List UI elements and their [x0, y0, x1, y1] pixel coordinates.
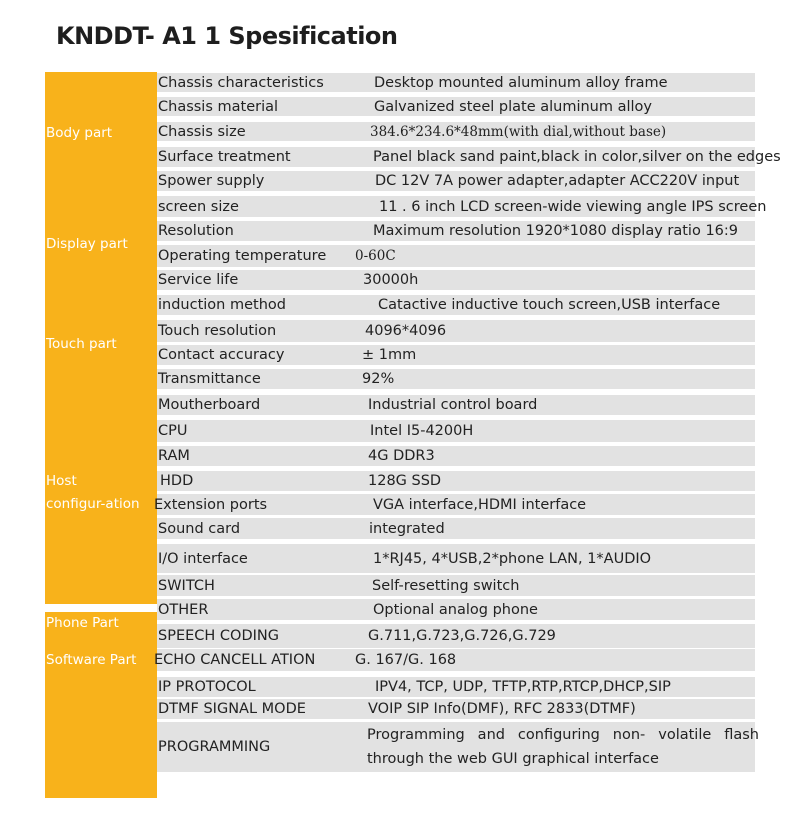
spec-value: 30000h	[363, 272, 419, 288]
spec-row	[157, 395, 755, 415]
spec-label: CPU	[158, 423, 188, 439]
spec-label: SWITCH	[158, 577, 215, 594]
spec-row	[157, 677, 755, 697]
spec-value: Catactive inductive touch screen,USB interface	[378, 297, 721, 313]
spec-value: 1*RJ45, 4*USB,2*phone LAN, 1*AUDIO	[373, 550, 652, 567]
spec-row	[157, 147, 781, 167]
category-label: Touch part	[46, 336, 117, 352]
spec-value: G. 167/G. 168	[355, 652, 457, 668]
spec-row	[157, 221, 755, 241]
category-label: Software Part	[46, 652, 137, 668]
spec-value: VOIP SIP Info(DMF), RFC 2833(DTMF)	[368, 701, 636, 717]
spec-row	[157, 320, 755, 342]
spec-row	[157, 122, 755, 141]
spec-row	[157, 471, 755, 491]
spec-row	[157, 196, 767, 217]
spec-value: DC 12V 7A power adapter,adapter ACC220V input	[375, 173, 740, 189]
spec-label: Service life	[158, 272, 239, 288]
spec-value: 4096*4096	[365, 323, 447, 339]
category-column	[45, 72, 157, 798]
spec-label: OTHER	[158, 601, 209, 618]
category-label: Host configur-ation	[46, 473, 140, 512]
spec-row	[157, 420, 755, 442]
spec-label: HDD	[160, 473, 194, 489]
spec-value: 128G SSD	[368, 473, 442, 489]
spec-label: screen size	[158, 198, 239, 215]
spec-label: Resolution	[158, 223, 234, 239]
spec-label: Operating temperature	[158, 248, 327, 264]
spec-label: Moutherboard	[158, 397, 261, 413]
spec-value: 384.6*234.6*48mm(with dial,without base)	[370, 123, 667, 140]
spec-value: Self-resetting switch	[372, 577, 520, 594]
spec-row	[157, 345, 755, 365]
spec-row	[154, 494, 755, 515]
spec-label: induction method	[158, 297, 286, 313]
spec-label: RAM	[158, 448, 190, 464]
category-label: Body part	[46, 125, 113, 141]
category-label: Display part	[46, 236, 128, 252]
spec-value: Panel black sand paint,black in color,silver on the edges	[373, 149, 781, 165]
spec-label: I/O interface	[158, 550, 248, 567]
spec-label: SPEECH CODING	[158, 628, 279, 644]
spec-value: G.711,G.723,G.726,G.729	[368, 628, 556, 644]
spec-row	[157, 73, 755, 92]
spec-value: VGA interface,HDMI interface	[373, 496, 587, 513]
spec-value: Galvanized steel plate aluminum alloy	[374, 98, 652, 115]
spec-row	[157, 624, 755, 648]
spec-label: Contact accuracy	[158, 347, 285, 363]
spec-row	[157, 599, 755, 620]
spec-label: Sound card	[158, 520, 241, 537]
spec-label: Transmittance	[158, 371, 261, 387]
spec-value: Intel I5-4200H	[370, 423, 474, 439]
spec-label: ECHO CANCELL ATION	[154, 652, 316, 668]
spec-label: Touch resolution	[158, 323, 277, 339]
spec-row	[157, 97, 755, 116]
spec-row	[154, 649, 755, 671]
spec-row	[157, 295, 755, 315]
spec-value: IPV4, TCP, UDP, TFTP,RTP,RTCP,DHCP,SIP	[375, 679, 671, 695]
spec-value: Desktop mounted aluminum alloy frame	[374, 74, 668, 91]
page-title: KNDDT- A1 1 Spesification	[56, 22, 398, 50]
spec-label: Chassis size	[158, 123, 246, 140]
spec-row	[157, 575, 755, 596]
spec-value: 0-60C	[355, 248, 396, 264]
spec-value: Optional analog phone	[373, 601, 538, 618]
spec-row	[157, 544, 755, 573]
spec-label: IP PROTOCOL	[158, 679, 256, 695]
spec-row	[157, 518, 755, 539]
spec-row	[157, 171, 755, 191]
spec-label: Surface treatment	[158, 149, 291, 165]
spec-row	[157, 369, 755, 389]
spec-label: Extension ports	[154, 496, 268, 513]
category-label: Phone Part	[46, 615, 119, 631]
category-divider	[45, 604, 157, 612]
spec-value: 11 . 6 inch LCD screen-wide viewing angle IPS screen	[379, 198, 767, 215]
spec-label: Chassis material	[158, 98, 279, 115]
spec-label: Spower supply	[158, 173, 265, 189]
spec-row	[157, 446, 755, 466]
spec-label: Chassis characteristics	[158, 74, 324, 91]
spec-value: 4G DDR3	[368, 448, 435, 464]
spec-row	[157, 699, 755, 719]
spec-value: Industrial control board	[368, 397, 538, 413]
spec-row	[157, 722, 759, 772]
spec-label: DTMF SIGNAL MODE	[158, 701, 306, 717]
spec-label: PROGRAMMING	[158, 739, 271, 755]
spec-value: Programming and configuring non- volatile flash through the web GUI graphical interface	[367, 727, 759, 767]
spec-row	[157, 245, 755, 267]
spec-row	[157, 270, 755, 290]
spec-value: ± 1mm	[362, 347, 417, 363]
spec-value: Maximum resolution 1920*1080 display ratio 16:9	[373, 223, 739, 239]
spec-value: integrated	[369, 520, 445, 537]
spec-value: 92%	[362, 371, 395, 387]
